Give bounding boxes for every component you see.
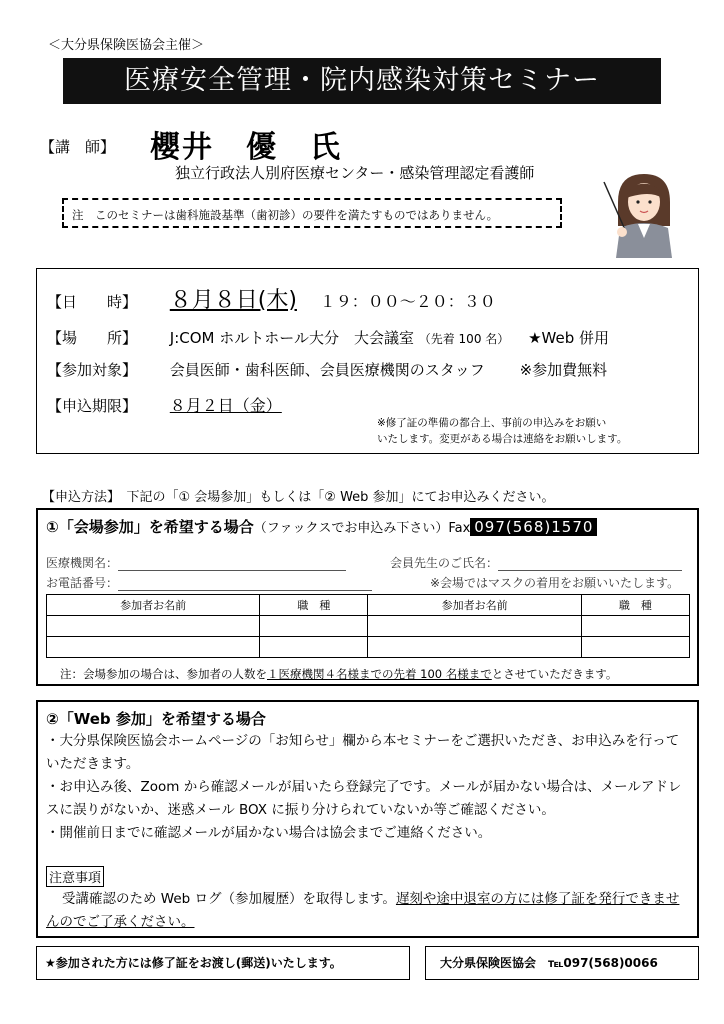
deadline-row	[47, 393, 282, 416]
organizer-label: ＜大分県保険医協会主催＞	[48, 38, 205, 53]
job-cell[interactable]	[581, 637, 689, 658]
caution-text-underlined: 遅刻や途中退室の方には修了証を発行できませんのでご了承ください。	[46, 891, 680, 930]
table-row	[47, 616, 690, 637]
member-name-field[interactable]	[390, 554, 682, 571]
fee-note: ※参加費無料	[519, 361, 608, 379]
fax-number: 097(568)1570	[470, 518, 597, 536]
seminar-notice: 注 このセミナーは歯科施設基準（歯初診）の要件を満たすものではありません。	[62, 198, 562, 228]
note-suffix: とさせていただきます。	[491, 667, 618, 681]
deadline-note-line-1: ※修了証の準備の都合上、事前の申込みをお願い	[377, 417, 607, 429]
lecturer-affiliation: 独立行政法人別府医療センター・感染管理認定看護師	[175, 164, 535, 182]
institution-label: 医療機関名：	[46, 556, 119, 570]
caution-label: 注意事項	[46, 866, 104, 887]
caution-text-main: 受講確認のため Web ログ（参加履歴）を取得します。	[62, 891, 396, 907]
venue-label: 【場 所】	[47, 329, 138, 347]
deadline-label: 【申込期限】	[47, 397, 138, 415]
target-value: 会員医師・歯科医師、会員医療機関のスタッフ	[169, 361, 485, 379]
target-row	[47, 359, 607, 380]
table-row	[47, 637, 690, 658]
venue-web: ★Web 併用	[528, 329, 609, 347]
job-cell[interactable]	[581, 616, 689, 637]
institution-field[interactable]	[46, 554, 346, 571]
participant-name-cell[interactable]	[47, 616, 260, 637]
web-section-heading: ②「Web 参加」を希望する場合	[46, 710, 266, 728]
web-bullet-3: ・開催前日までに確認メールが届かない場合は協会までご連絡ください。	[46, 825, 492, 841]
member-name-input[interactable]	[498, 558, 682, 571]
target-label: 【参加対象】	[47, 361, 138, 379]
certificate-note: ★参加された方には修了証をお渡し(郵送)いたします。	[36, 946, 410, 980]
venue-participation-form	[36, 508, 699, 686]
phone-label: お電話番号：	[46, 576, 119, 590]
deadline-value: ８月２日（金）	[169, 396, 282, 415]
job-cell[interactable]	[260, 637, 368, 658]
venue-heading-sub: （ファックスでお申込み下さい）Fax	[253, 521, 471, 536]
lecturer-illustration-icon	[600, 168, 680, 258]
job-cell[interactable]	[260, 616, 368, 637]
deadline-note	[377, 415, 627, 447]
venue-section-heading	[46, 516, 597, 537]
participant-name-cell[interactable]	[47, 637, 260, 658]
page-title: 医療安全管理・院内感染対策セミナー	[63, 58, 661, 104]
date-value: ８月８日(木)	[169, 288, 297, 313]
column-header: 参加者お名前	[47, 595, 260, 616]
participant-name-cell[interactable]	[368, 616, 581, 637]
lecturer-name: 櫻井 優 氏	[150, 130, 342, 165]
venue-capacity-note	[60, 666, 617, 682]
venue-capacity: （先着 100 名）	[418, 332, 510, 346]
note-underlined: １医療機関４名様までの先着 100 名様まで	[267, 667, 492, 681]
web-bullet-2: ・お申込み後、Zoom から確認メールが届いたら登録完了です。メールが届かない場合は、メールアドレスに誤りがないか、迷惑メール BOX に振り分けられていないか等ご確認ください。	[46, 779, 682, 818]
web-bullet-1: ・大分県保険医協会ホームページの「お知らせ」欄から本セミナーをご選択いただき、お申込みを行っていただきます。	[46, 733, 680, 772]
venue-value: J:COM ホルトホール大分 大会議室	[169, 329, 414, 347]
participant-name-cell[interactable]	[368, 637, 581, 658]
caution-text	[46, 888, 692, 934]
deadline-note-line-2: いたします。変更がある場合は連絡をお願いします。	[377, 433, 628, 445]
association-contact: 大分県保険医協会 ℡097(568)0066	[425, 946, 699, 980]
date-row	[47, 283, 496, 314]
note-prefix: 注：会場参加の場合は、参加者の人数を	[60, 667, 267, 681]
institution-input[interactable]	[118, 558, 346, 571]
member-name-label: 会員先生のご氏名：	[390, 556, 499, 570]
column-header: 職 種	[260, 595, 368, 616]
column-header: 参加者お名前	[368, 595, 581, 616]
participant-table	[46, 594, 690, 658]
seminar-details-box	[36, 268, 699, 454]
venue-row	[47, 327, 609, 348]
venue-heading-text: ①「会場参加」を希望する場合	[46, 518, 254, 536]
lecturer-label: 【講 師】	[40, 138, 116, 156]
column-header: 職 種	[581, 595, 689, 616]
application-method: 【申込方法】 下記の「① 会場参加」もしくは「② Web 参加」にてお申込みください。	[42, 490, 555, 505]
phone-input[interactable]	[118, 578, 372, 591]
web-participation-box	[36, 700, 699, 938]
date-label: 【日 時】	[47, 293, 138, 311]
phone-field[interactable]	[46, 574, 372, 591]
time-value: １９：００～２０：３０	[319, 292, 496, 311]
mask-note: ※会場ではマスクの着用をお願いいたします。	[430, 576, 680, 590]
